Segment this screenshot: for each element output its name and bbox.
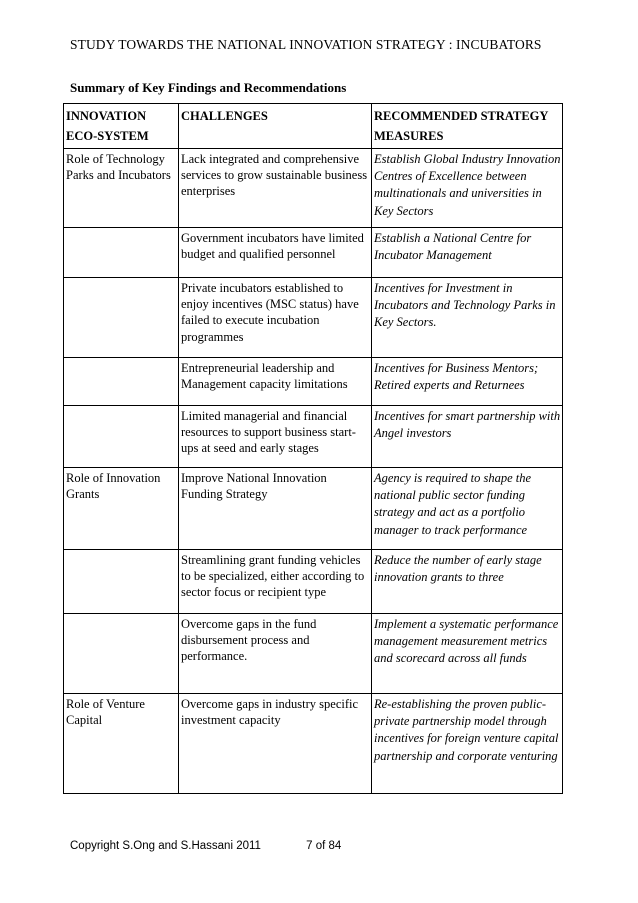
measure-cell: Incentives for Business Mentors; Retired experts and Returnees: [372, 358, 563, 406]
table-header-row: [64, 104, 563, 149]
table-row: [64, 550, 563, 614]
column-header-measures: RECOMMENDED STRATEGY MEASURES: [372, 104, 563, 149]
table-row: [64, 694, 563, 794]
ecosystem-cell: [64, 614, 179, 694]
table-row: [64, 406, 563, 468]
challenge-cell: Streamlining grant funding vehicles to be specialized, either according to sector focus or recipient type: [179, 550, 372, 614]
challenge-cell: Private incubators established to enjoy incentives (MSC status) have failed to execute incubation programmes: [179, 278, 372, 358]
page-number: 7 of 84: [306, 840, 342, 852]
challenge-cell: Overcome gaps in the fund disbursement process and performance.: [179, 614, 372, 694]
measure-cell: Incentives for Investment in Incubators and Technology Parks in Key Sectors.: [372, 278, 563, 358]
page-header: STUDY TOWARDS THE NATIONAL INNOVATION STRATEGY : INCUBATORS: [70, 37, 542, 52]
measure-cell: Re-establishing the proven public-private partnership model through incentives for foreign venture capital partnership and corporate venturing: [372, 694, 563, 794]
ecosystem-cell: [64, 358, 179, 406]
ecosystem-cell: [64, 406, 179, 468]
challenge-cell: Government incubators have limited budget and qualified personnel: [179, 228, 372, 278]
column-header-ecosystem: INNOVATION ECO-SYSTEM: [64, 104, 179, 149]
challenge-cell: Lack integrated and comprehensive services to grow sustainable business enterprises: [179, 149, 372, 228]
challenge-cell: Limited managerial and financial resources to support business start-ups at seed and early stages: [179, 406, 372, 468]
measure-cell: Reduce the number of early stage innovation grants to three: [372, 550, 563, 614]
summary-table: [63, 103, 563, 794]
challenge-cell: Overcome gaps in industry specific investment capacity: [179, 694, 372, 794]
measure-cell: Incentives for smart partnership with Angel investors: [372, 406, 563, 468]
table-row: [64, 228, 563, 278]
challenge-cell: Improve National Innovation Funding Strategy: [179, 468, 372, 550]
ecosystem-cell: Role of Innovation Grants: [64, 468, 179, 550]
measure-cell: Implement a systematic performance management measurement metrics and scorecard across all funds: [372, 614, 563, 694]
table-row: [64, 358, 563, 406]
measure-cell: Establish a National Centre for Incubator Management: [372, 228, 563, 278]
ecosystem-cell: Role of Technology Parks and Incubators: [64, 149, 179, 228]
page-footer: [70, 840, 341, 852]
column-header-challenges: CHALLENGES: [179, 104, 372, 149]
ecosystem-cell: [64, 550, 179, 614]
ecosystem-cell: Role of Venture Capital: [64, 694, 179, 794]
table-row: [64, 468, 563, 550]
measure-cell: Agency is required to shape the national public sector funding strategy and act as a portfolio manager to track performance: [372, 468, 563, 550]
ecosystem-cell: [64, 228, 179, 278]
table-row: [64, 149, 563, 228]
section-title: Summary of Key Findings and Recommendations: [70, 80, 347, 95]
ecosystem-cell: [64, 278, 179, 358]
footer-copyright: Copyright S.Ong and S.Hassani 2011: [70, 840, 261, 852]
table-row: [64, 614, 563, 694]
challenge-cell: Entrepreneurial leadership and Management capacity limitations: [179, 358, 372, 406]
table-row: [64, 278, 563, 358]
measure-cell: Establish Global Industry Innovation Centres of Excellence between multinationals and universities in Key Sectors: [372, 149, 563, 228]
